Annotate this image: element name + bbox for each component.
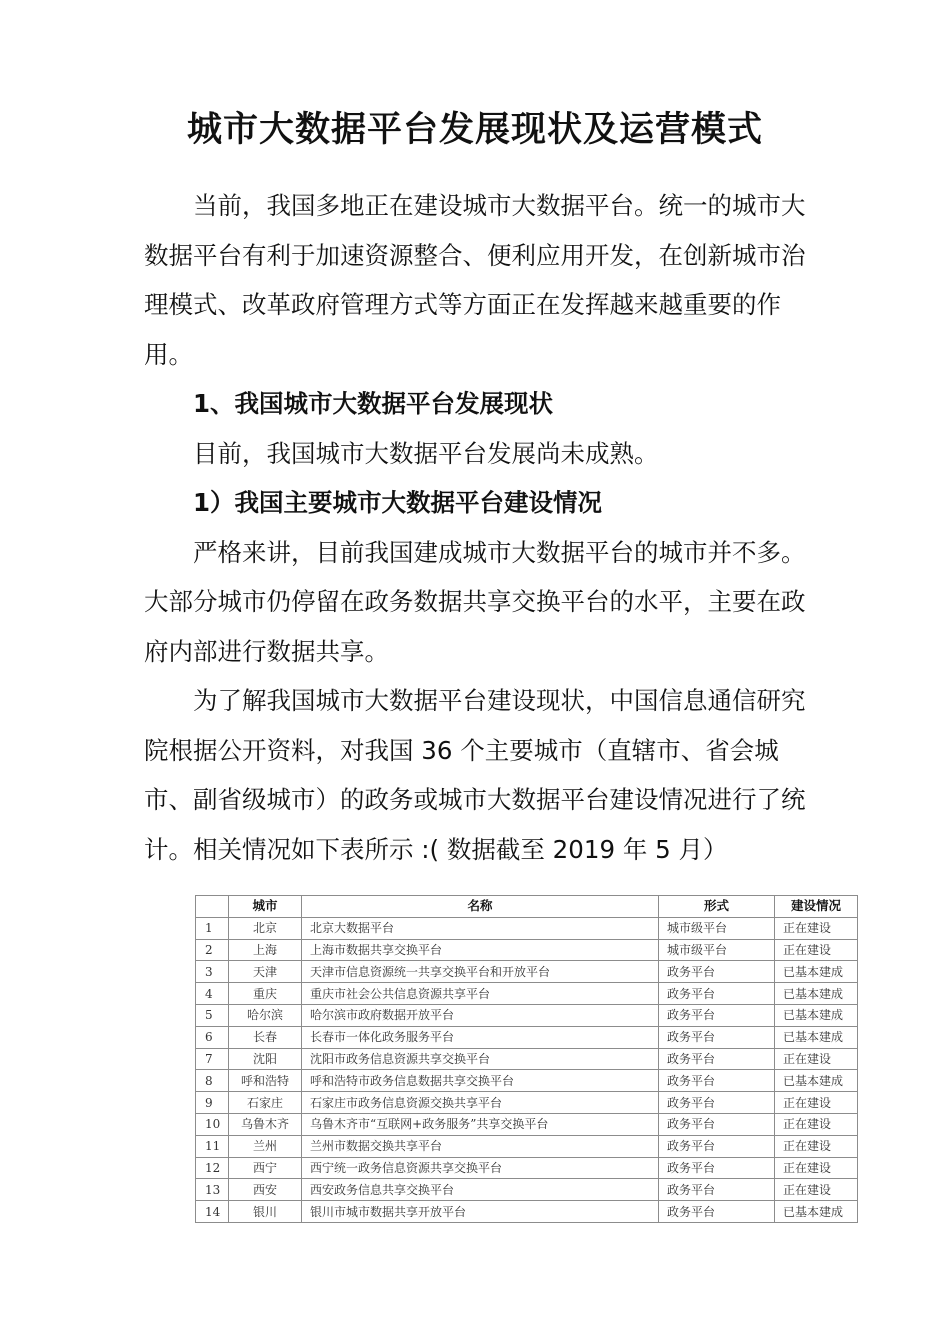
header-index xyxy=(196,896,229,918)
cell-status: 已基本建成 xyxy=(775,1026,858,1048)
cell-index: 14 xyxy=(196,1201,229,1223)
cell-form: 政务平台 xyxy=(659,961,775,983)
cell-form: 政务平台 xyxy=(659,1026,775,1048)
cell-city: 呼和浩特 xyxy=(229,1070,302,1092)
cell-city: 天津 xyxy=(229,961,302,983)
table-row xyxy=(196,1157,858,1179)
cell-name: 上海市数据共享交换平台 xyxy=(302,939,659,961)
section-heading: 1、我国城市大数据平台发展现状 xyxy=(193,389,554,418)
cell-name: 天津市信息资源统一共享交换平台和开放平台 xyxy=(302,961,659,983)
cell-form: 城市级平台 xyxy=(659,939,775,961)
cell-index: 9 xyxy=(196,1092,229,1114)
table-header-row xyxy=(196,896,858,918)
cell-name: 沈阳市政务信息资源共享交换平台 xyxy=(302,1048,659,1070)
table-row xyxy=(196,939,858,961)
cell-status: 正在建设 xyxy=(775,1092,858,1114)
cell-city: 上海 xyxy=(229,939,302,961)
table-row xyxy=(196,1004,858,1026)
table-row xyxy=(196,1201,858,1223)
cell-name: 长春市一体化政务服务平台 xyxy=(302,1026,659,1048)
cell-city: 长春 xyxy=(229,1026,302,1048)
subsection-heading: 1）我国主要城市大数据平台建设情况 xyxy=(193,488,603,517)
cell-name: 哈尔滨市政府数据开放平台 xyxy=(302,1004,659,1026)
cell-status: 正在建设 xyxy=(775,1157,858,1179)
cell-status: 正在建设 xyxy=(775,1048,858,1070)
cell-index: 4 xyxy=(196,983,229,1005)
cell-form: 政务平台 xyxy=(659,1179,775,1201)
cell-form: 政务平台 xyxy=(659,1092,775,1114)
cell-index: 10 xyxy=(196,1113,229,1135)
cell-index: 3 xyxy=(196,961,229,983)
cell-name: 北京大数据平台 xyxy=(302,917,659,939)
table-body xyxy=(196,917,858,1222)
header-form: 形式 xyxy=(659,896,775,918)
cell-form: 政务平台 xyxy=(659,1048,775,1070)
cell-name: 西安政务信息共享交换平台 xyxy=(302,1179,659,1201)
cell-name: 石家庄市政务信息资源交换共享平台 xyxy=(302,1092,659,1114)
cell-status: 已基本建成 xyxy=(775,983,858,1005)
cell-city: 沈阳 xyxy=(229,1048,302,1070)
cell-name: 重庆市社会公共信息资源共享平台 xyxy=(302,983,659,1005)
cell-status: 正在建设 xyxy=(775,1113,858,1135)
cell-name: 呼和浩特市政务信息数据共享交换平台 xyxy=(302,1070,659,1092)
cell-city: 北京 xyxy=(229,917,302,939)
cell-status: 正在建设 xyxy=(775,939,858,961)
cell-name: 兰州市数据交换共享平台 xyxy=(302,1135,659,1157)
cell-form: 政务平台 xyxy=(659,1135,775,1157)
cell-city: 石家庄 xyxy=(229,1092,302,1114)
table-row xyxy=(196,1070,858,1092)
table-row xyxy=(196,1048,858,1070)
paragraph: 目前，我国城市大数据平台发展尚未成熟。 xyxy=(193,438,659,468)
cell-form: 政务平台 xyxy=(659,1201,775,1223)
cell-form: 城市级平台 xyxy=(659,917,775,939)
cell-index: 5 xyxy=(196,1004,229,1026)
cell-form: 政务平台 xyxy=(659,983,775,1005)
cell-status: 已基本建成 xyxy=(775,1004,858,1026)
cell-form: 政务平台 xyxy=(659,1157,775,1179)
document-title: 城市大数据平台发展现状及运营模式 xyxy=(186,110,763,150)
table-row xyxy=(196,983,858,1005)
cell-city: 重庆 xyxy=(229,983,302,1005)
cell-name: 银川市城市数据共享开放平台 xyxy=(302,1201,659,1223)
cell-form: 政务平台 xyxy=(659,1113,775,1135)
cell-form: 政务平台 xyxy=(659,1004,775,1026)
table-row xyxy=(196,961,858,983)
cell-city: 哈尔滨 xyxy=(229,1004,302,1026)
table-row xyxy=(196,1092,858,1114)
cell-city: 西宁 xyxy=(229,1157,302,1179)
table-row xyxy=(196,1026,858,1048)
table-row xyxy=(196,1135,858,1157)
cell-index: 12 xyxy=(196,1157,229,1179)
cell-status: 已基本建成 xyxy=(775,961,858,983)
cell-index: 1 xyxy=(196,917,229,939)
cell-index: 2 xyxy=(196,939,229,961)
cell-index: 6 xyxy=(196,1026,229,1048)
cell-form: 政务平台 xyxy=(659,1070,775,1092)
cell-status: 已基本建成 xyxy=(775,1070,858,1092)
cell-status: 正在建设 xyxy=(775,1135,858,1157)
paragraph: 为了解我国城市大数据平台建设现状，中国信息通信研究院根据公开资料，对我国 36 个主要城市（直辖市、省会城市、副省级城市）的政务或城市大数据平台建设情况进行了统计。相关情况如下表所示 :( 数据截至 2019 年 5 月） xyxy=(144,686,806,864)
cell-status: 已基本建成 xyxy=(775,1201,858,1223)
paragraph: 严格来讲，目前我国建成城市大数据平台的城市并不多。大部分城市仍停留在政务数据共享交换平台的水平，主要在政府内部进行数据共享。 xyxy=(144,537,806,666)
cell-index: 8 xyxy=(196,1070,229,1092)
header-status: 建设情况 xyxy=(775,896,858,918)
cell-city: 西安 xyxy=(229,1179,302,1201)
table-row xyxy=(196,917,858,939)
cell-index: 13 xyxy=(196,1179,229,1201)
cell-city: 乌鲁木齐 xyxy=(229,1113,302,1135)
cell-city: 银川 xyxy=(229,1201,302,1223)
cell-index: 11 xyxy=(196,1135,229,1157)
cell-name: 乌鲁木齐市“互联网+政务服务”共享交换平台 xyxy=(302,1113,659,1135)
table-row xyxy=(196,1179,858,1201)
document-body xyxy=(144,181,824,874)
cell-index: 7 xyxy=(196,1048,229,1070)
cell-name: 西宁统一政务信息资源共享交换平台 xyxy=(302,1157,659,1179)
table-row xyxy=(196,1113,858,1135)
header-city: 城市 xyxy=(229,896,302,918)
platform-table xyxy=(195,895,858,1223)
header-name: 名称 xyxy=(302,896,659,918)
platform-table-container xyxy=(195,895,857,1223)
cell-status: 正在建设 xyxy=(775,1179,858,1201)
cell-status: 正在建设 xyxy=(775,917,858,939)
cell-city: 兰州 xyxy=(229,1135,302,1157)
paragraph: 当前，我国多地正在建设城市大数据平台。统一的城市大数据平台有利于加速资源整合、便利应用开发，在创新城市治理模式、改革政府管理方式等方面正在发挥越来越重要的作用。 xyxy=(144,191,806,369)
